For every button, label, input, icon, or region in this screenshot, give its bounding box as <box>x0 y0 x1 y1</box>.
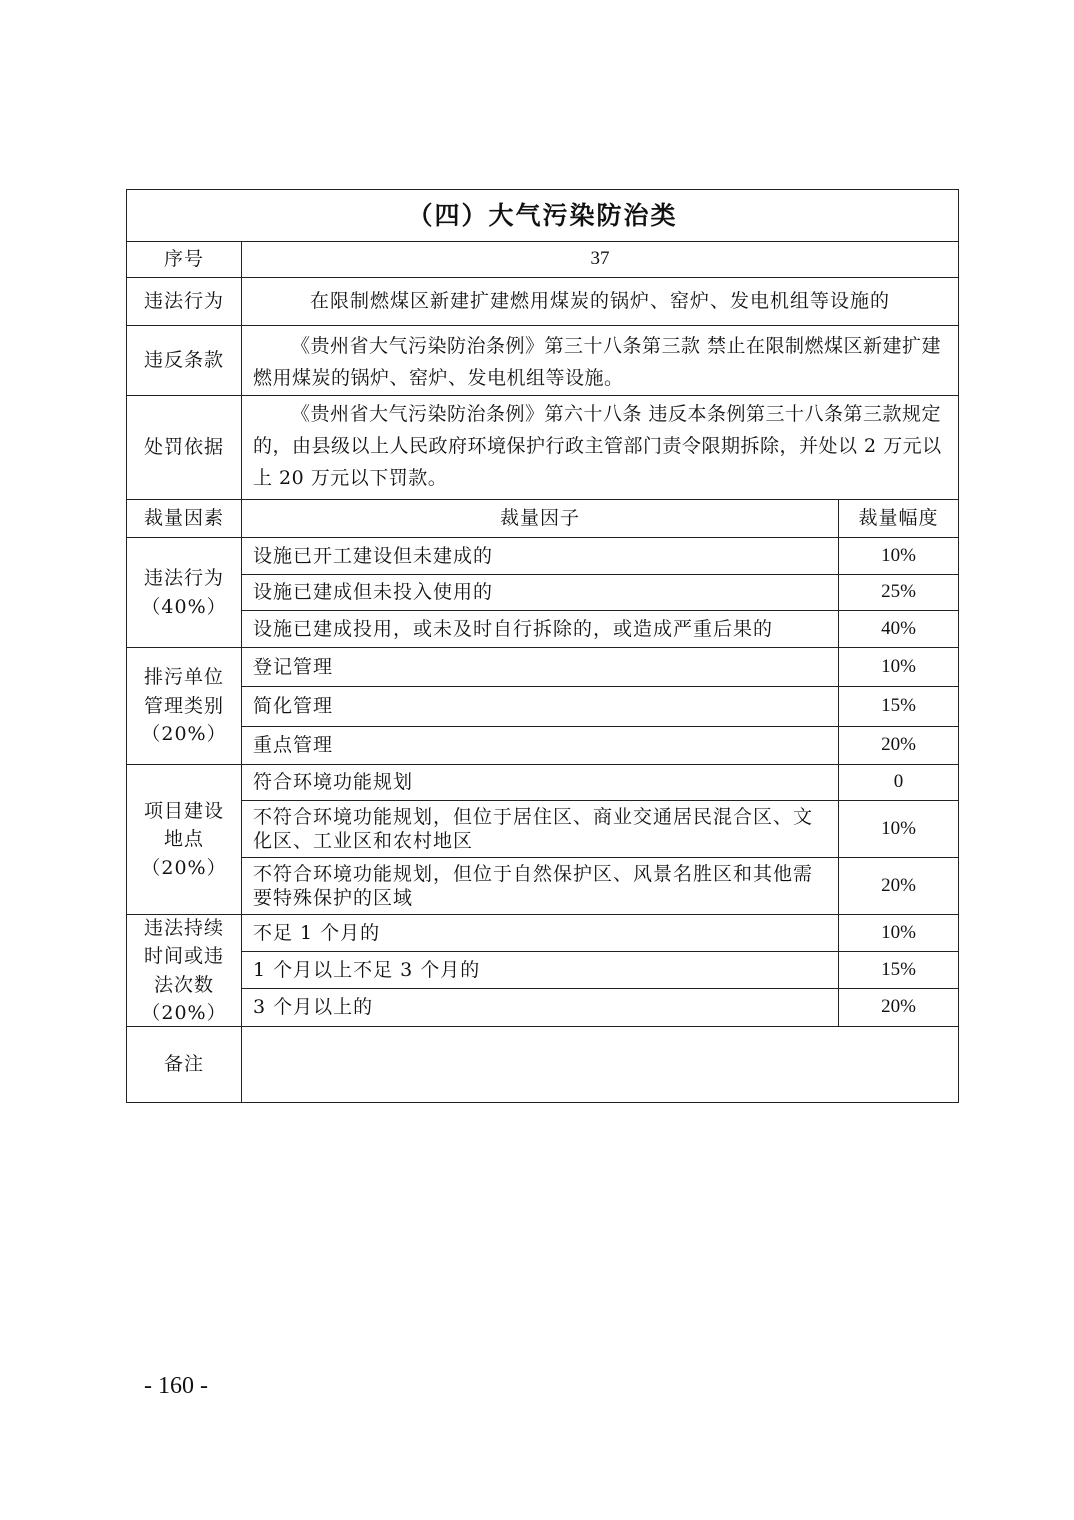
clause-label: 违反条款 <box>127 326 242 396</box>
factor-value: 20% <box>839 858 959 915</box>
factor-value: 25% <box>839 575 959 611</box>
header-range: 裁量幅度 <box>839 500 959 538</box>
factor-value: 10% <box>839 801 959 858</box>
factor-text: 设施已建成投用，或未及时自行拆除的，或造成严重后果的 <box>242 611 839 648</box>
factor-value: 40% <box>839 611 959 648</box>
group-label: 违法持续时间或违法次数（20%） <box>127 915 242 1027</box>
act-value: 在限制燃煤区新建扩建燃用煤炭的锅炉、窑炉、发电机组等设施的 <box>242 278 959 326</box>
factor-value: 0 <box>839 765 959 801</box>
group-label: 违法行为（40%） <box>127 538 242 648</box>
seq-value: 37 <box>242 242 959 278</box>
group-label: 项目建设地点（20%） <box>127 765 242 915</box>
factor-value: 15% <box>839 952 959 989</box>
table-title: （四）大气污染防治类 <box>127 190 959 242</box>
remarks-value <box>242 1027 959 1103</box>
factor-text: 符合环境功能规划 <box>242 765 839 801</box>
factor-text: 简化管理 <box>242 687 839 727</box>
factor-value: 10% <box>839 648 959 687</box>
factor-text: 不符合环境功能规划，但位于居住区、商业交通居民混合区、文化区、工业区和农村地区 <box>242 801 839 858</box>
clause-value: 《贵州省大气污染防治条例》第三十八条第三款 禁止在限制燃煤区新建扩建燃用煤炭的锅炉、窑炉、发电机组等设施。 <box>242 326 959 396</box>
remarks-label: 备注 <box>127 1027 242 1103</box>
factor-text: 设施已开工建设但未建成的 <box>242 538 839 575</box>
factor-value: 20% <box>839 989 959 1027</box>
page-number: - 160 - <box>144 1373 208 1399</box>
header-factor: 裁量因素 <box>127 500 242 538</box>
basis-value: 《贵州省大气污染防治条例》第六十八条 违反本条例第三十八条第三款规定的，由县级以上人民政府环境保护行政主管部门责令限期拆除，并处以 2 万元以上 20 万元以下罚款。 <box>242 396 959 500</box>
header-subfactor: 裁量因子 <box>242 500 839 538</box>
factor-value: 20% <box>839 727 959 765</box>
basis-label: 处罚依据 <box>127 396 242 500</box>
factor-text: 不符合环境功能规划，但位于自然保护区、风景名胜区和其他需要特殊保护的区域 <box>242 858 839 915</box>
factor-text: 重点管理 <box>242 727 839 765</box>
penalty-discretion-table <box>126 189 959 1103</box>
factor-value: 10% <box>839 915 959 952</box>
group-label: 排污单位管理类别（20%） <box>127 648 242 765</box>
factor-text: 不足 1 个月的 <box>242 915 839 952</box>
factor-text: 3 个月以上的 <box>242 989 839 1027</box>
act-label: 违法行为 <box>127 278 242 326</box>
seq-label: 序号 <box>127 242 242 278</box>
factor-value: 10% <box>839 538 959 575</box>
factor-text: 登记管理 <box>242 648 839 687</box>
factor-value: 15% <box>839 687 959 727</box>
factor-text: 设施已建成但未投入使用的 <box>242 575 839 611</box>
factor-text: 1 个月以上不足 3 个月的 <box>242 952 839 989</box>
